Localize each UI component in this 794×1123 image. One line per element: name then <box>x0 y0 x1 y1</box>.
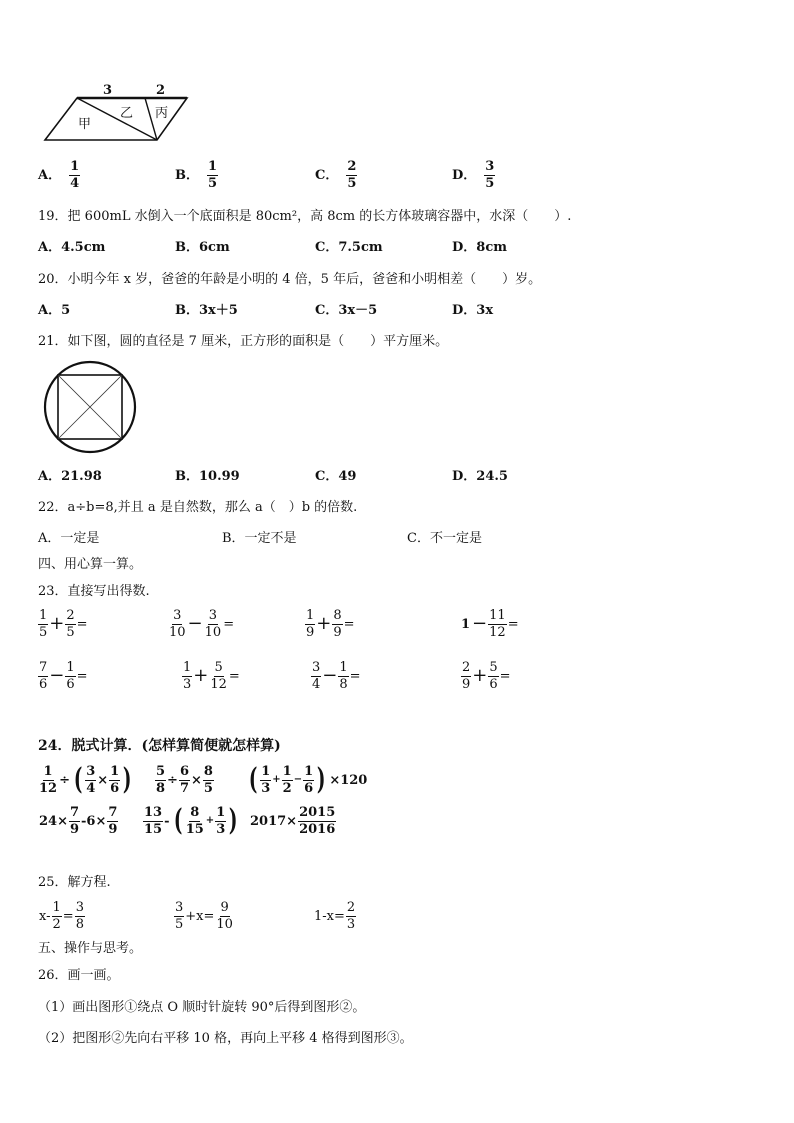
q19-option-b: B．6cm <box>175 240 230 255</box>
fraction: $\frac{3}{8}$ <box>75 900 84 932</box>
fraction: $\frac{8}{9}$ <box>333 608 342 640</box>
fraction: $\frac{2}{5}$ <box>66 608 75 640</box>
q26-sub-1: （1）画出图形①绕点 O 顺时针旋转 90°后得到图形②。 <box>38 1000 366 1015</box>
fig18-label-bing: 丙 <box>155 106 169 121</box>
q24-expr-3: ( $\frac{1}{3}$ + $\frac{1}{2}$ − $\frac{1}{6}$ ) ×120 <box>248 762 368 798</box>
section-4-heading: 四、用心算一算。 <box>38 557 143 572</box>
q22-option-a: A．一定是 <box>38 531 100 546</box>
fraction: $\frac{3}{10}$ <box>169 608 186 640</box>
fraction: $\frac{1}{6}$ <box>110 764 120 796</box>
q23-expr-5: $\frac{7}{6}$ − $\frac{1}{6}$ = <box>39 660 88 692</box>
q21-text: 21．如下图，圆的直径是 7 厘米，正方形的面积是（ ）平方厘米。 <box>38 334 449 349</box>
q22-option-b: B．一定不是 <box>222 531 297 546</box>
fraction: $\frac{1}{5}$ <box>208 159 218 191</box>
fraction: $\frac{1}{6}$ <box>304 764 314 796</box>
q21-option-c: C．49 <box>315 469 357 484</box>
q24-text: 24．脱式计算．(怎样算简便就怎样算) <box>38 738 281 754</box>
q21-option-b: B．10.99 <box>175 469 240 484</box>
fraction: $\frac{1}{5}$ <box>39 608 48 640</box>
fig18-label-2: 2 <box>156 83 166 98</box>
q23-expr-8: $\frac{2}{9}$ + $\frac{5}{6}$ = <box>462 660 511 692</box>
q23-text: 23．直接写出得数. <box>38 584 150 599</box>
fig18-label-yi: 乙 <box>120 106 134 121</box>
fraction: $\frac{6}{7}$ <box>179 764 189 796</box>
fraction: $\frac{13}{15}$ <box>144 805 163 837</box>
q23-expr-3: $\frac{1}{9}$ + $\frac{8}{9}$ = <box>306 608 355 640</box>
fig18-label-3: 3 <box>103 83 113 98</box>
fraction: $\frac{1}{12}$ <box>39 764 58 796</box>
q20-option-d: D．3x <box>452 303 494 318</box>
fraction: $\frac{11}{12}$ <box>489 608 506 640</box>
q19-option-d: D．8cm <box>452 240 507 255</box>
q20-text: 20．小明今年 x 岁，爸爸的年龄是小明的 4 倍，5 年后，爸爸和小明相差（ ）岁。 <box>38 272 542 287</box>
fraction: $\frac{3}{5}$ <box>175 900 184 932</box>
q19-option-c: C．7.5cm <box>315 240 383 255</box>
fraction: $\frac{2}{9}$ <box>462 660 471 692</box>
parallelogram-figure <box>40 82 192 146</box>
q26-text: 26．画一画。 <box>38 968 120 983</box>
q25-equation-3: 1-x= $\frac{2}{3}$ <box>314 900 356 932</box>
q23-expr-4: 1 − $\frac{11}{12}$ = <box>461 608 519 640</box>
q25-text: 25．解方程. <box>38 875 111 890</box>
fraction: $\frac{5}{12}$ <box>210 660 227 692</box>
fraction: $\frac{1}{3}$ <box>216 805 226 837</box>
fraction: $\frac{1}{6}$ <box>66 660 75 692</box>
q23-expr-1: $\frac{1}{5}$ + $\frac{2}{5}$ = <box>39 608 88 640</box>
q26-sub-2: （2）把图形②先向右平移 10 格，再向上平移 4 格得到图形③。 <box>38 1031 413 1046</box>
q19-option-a: A．4.5cm <box>38 240 106 255</box>
fraction: $\frac{3}{10}$ <box>204 608 222 640</box>
q23-expr-2: $\frac{3}{10}$ − $\frac{3}{10}$ = <box>169 608 235 640</box>
fraction: $\frac{7}{6}$ <box>39 660 48 692</box>
q20-option-b: B．3x＋5 <box>175 303 238 318</box>
circle-square-figure <box>40 360 140 455</box>
q18-option-d: D． $\frac{3}{5}$ <box>452 159 495 191</box>
q24-expr-5: $\frac{13}{15}$ - ( $\frac{8}{15}$ + $\frac{1}{3}$ ) <box>144 803 238 839</box>
q19-text: 19．把 600mL 水倒入一个底面积是 80cm²，高 8cm 的长方体玻璃容器中，水深（ ）. <box>38 209 572 224</box>
fraction: $\frac{2}{3}$ <box>346 900 356 932</box>
q24-expr-6: 2017× $\frac{2015}{2016}$ <box>250 805 336 837</box>
fraction: $\frac{1}{3}$ <box>261 764 271 796</box>
fraction: $\frac{7}{9}$ <box>69 805 80 837</box>
fraction: $\frac{3}{4}$ <box>312 660 321 692</box>
fraction: $\frac{8}{15}$ <box>185 805 204 837</box>
fraction: $\frac{5}{8}$ <box>156 764 166 796</box>
q18-option-c: C． $\frac{2}{5}$ <box>315 159 357 191</box>
q18-option-b: B． $\frac{1}{5}$ <box>175 159 218 191</box>
fraction: $\frac{1}{3}$ <box>183 660 192 692</box>
fraction: $\frac{1}{2}$ <box>52 900 61 932</box>
q22-option-c: C．不一定是 <box>407 531 482 546</box>
q22-text: 22．a÷b=8,并且 a 是自然数，那么 a（ ）b 的倍数. <box>38 500 358 515</box>
fraction: $\frac{8}{5}$ <box>203 764 213 796</box>
q20-option-a: A．5 <box>38 303 71 318</box>
q23-expr-6: $\frac{1}{3}$ + $\frac{5}{12}$ = <box>183 660 240 692</box>
fraction: $\frac{5}{6}$ <box>489 660 498 692</box>
q18-option-a: A． $\frac{1}{4}$ <box>38 159 80 191</box>
q25-equation-1: x- $\frac{1}{2}$ = $\frac{3}{8}$ <box>39 900 84 932</box>
fraction: $\frac{2}{5}$ <box>347 159 357 191</box>
q24-expr-2: $\frac{5}{8}$ ÷ $\frac{6}{7}$ × $\frac{8}{5}$ <box>156 764 213 796</box>
fraction: $\frac{9}{10}$ <box>216 900 233 932</box>
q21-option-a: A．21.98 <box>38 469 102 484</box>
fraction: $\frac{3}{5}$ <box>485 159 495 191</box>
q23-expr-7: $\frac{3}{4}$ − $\frac{1}{8}$ = <box>312 660 361 692</box>
fraction: $\frac{7}{9}$ <box>108 805 118 837</box>
fraction: $\frac{1}{9}$ <box>306 608 315 640</box>
fig18-label-jia: 甲 <box>78 117 92 132</box>
fraction: $\frac{1}{8}$ <box>339 660 348 692</box>
q24-expr-4: 24× $\frac{7}{9}$ -6× $\frac{7}{9}$ <box>39 805 118 837</box>
q20-option-c: C．3x－5 <box>315 303 378 318</box>
q24-expr-1: $\frac{1}{12}$ ÷ ( $\frac{3}{4}$ × $\frac{1}{6}$ ) <box>39 762 132 798</box>
q25-equation-2: $\frac{3}{5}$ +x= $\frac{9}{10}$ <box>175 900 233 932</box>
section-5-heading: 五、操作与思考。 <box>38 941 143 956</box>
q21-option-d: D．24.5 <box>452 469 508 484</box>
fraction: $\frac{3}{4}$ <box>86 764 96 796</box>
fraction: $\frac{1}{4}$ <box>70 159 80 191</box>
fraction: $\frac{1}{2}$ <box>282 764 292 796</box>
fraction: $\frac{2015}{2016}$ <box>299 805 336 837</box>
